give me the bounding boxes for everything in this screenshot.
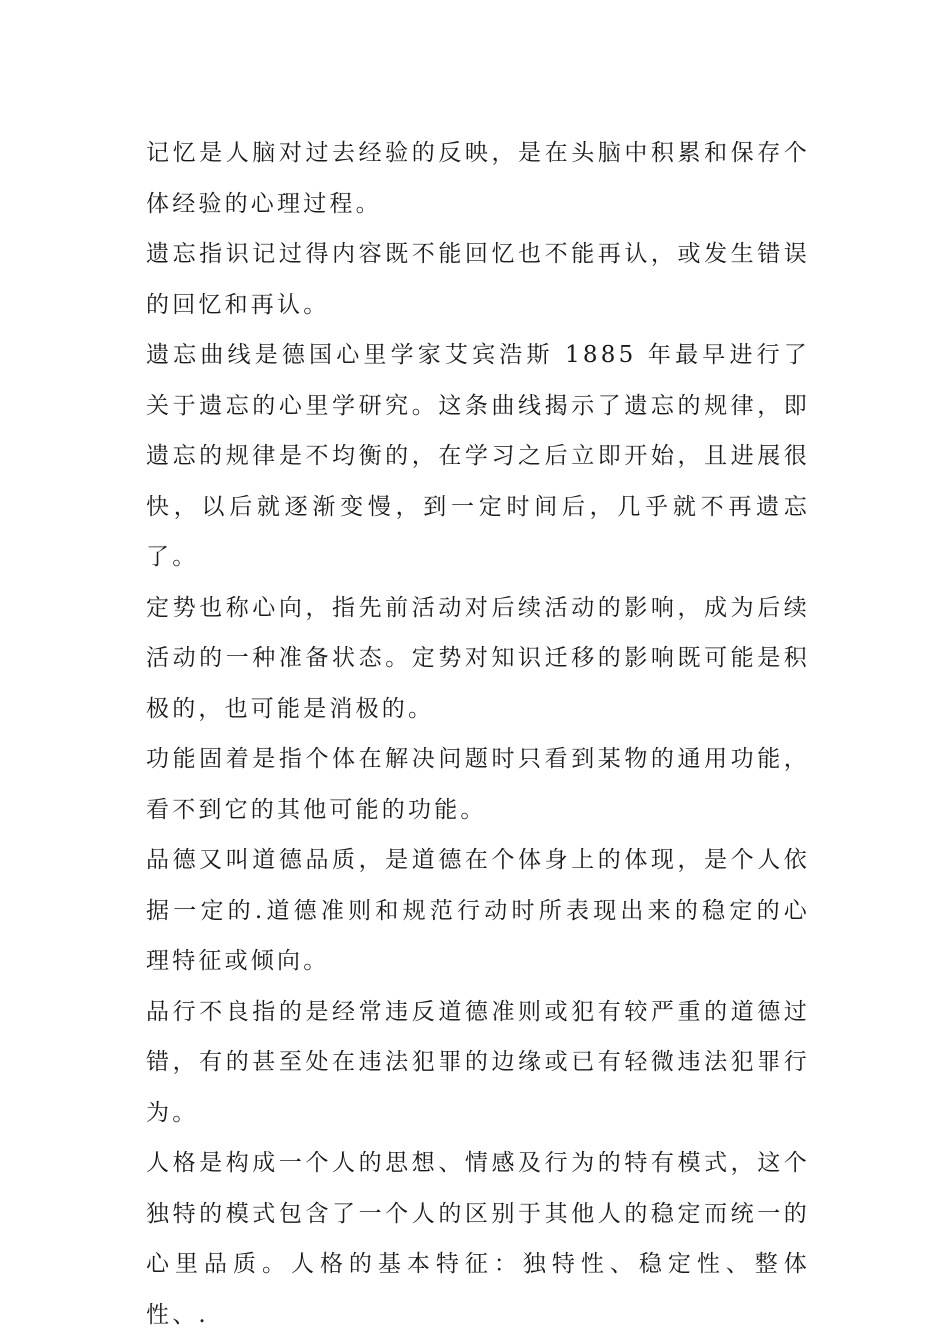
paragraph-forgetting-curve: 遗忘曲线是德国心里学家艾宾浩斯 1885 年最早进行了关于遗忘的心里学研究。这条曲线揭示了遗忘的规律，即遗忘的规律是不均衡的，在学习之后立即开始，且进展很快，以后就逐渐变慢，到一定时间后，几乎就不再遗忘了。 [146,342,810,570]
paragraph-mental-set: 定势也称心向，指先前活动对后续活动的影响，成为后续活动的一种准备状态。定势对知识迁移的影响既可能是积极的，也可能是消极的。 [146,594,810,722]
paragraph-moral-character: 品德又叫道德品质，是道德在个体身上的体现，是个人依据一定的.道德准则和规范行动时所表现出来的稳定的心理特征或倾向。 [146,847,810,974]
paragraph-memory: 记忆是人脑对过去经验的反映，是在头脑中积累和保存个体经验的心理过程。 [146,140,810,217]
paragraph-personality: 人格是构成一个人的思想、情感及行为的特有模式，这个独特的模式包含了一个人的区别于其他人的稳定而统一的心里品质。人格的基本特征：独特性、稳定性、整体性、. [146,1150,810,1328]
paragraph-functional-fixedness: 功能固着是指个体在解决问题时只看到某物的通用功能，看不到它的其他可能的功能。 [146,746,810,823]
paragraph-forgetting: 遗忘指识记过得内容既不能回忆也不能再认，或发生错误的回忆和再认。 [146,241,810,318]
paragraph-misconduct: 品行不良指的是经常违反道德准则或犯有较严重的道德过错，有的甚至处在违法犯罪的边缘或已有轻微违法犯罪行为。 [146,998,810,1126]
document-body [146,128,810,1340]
